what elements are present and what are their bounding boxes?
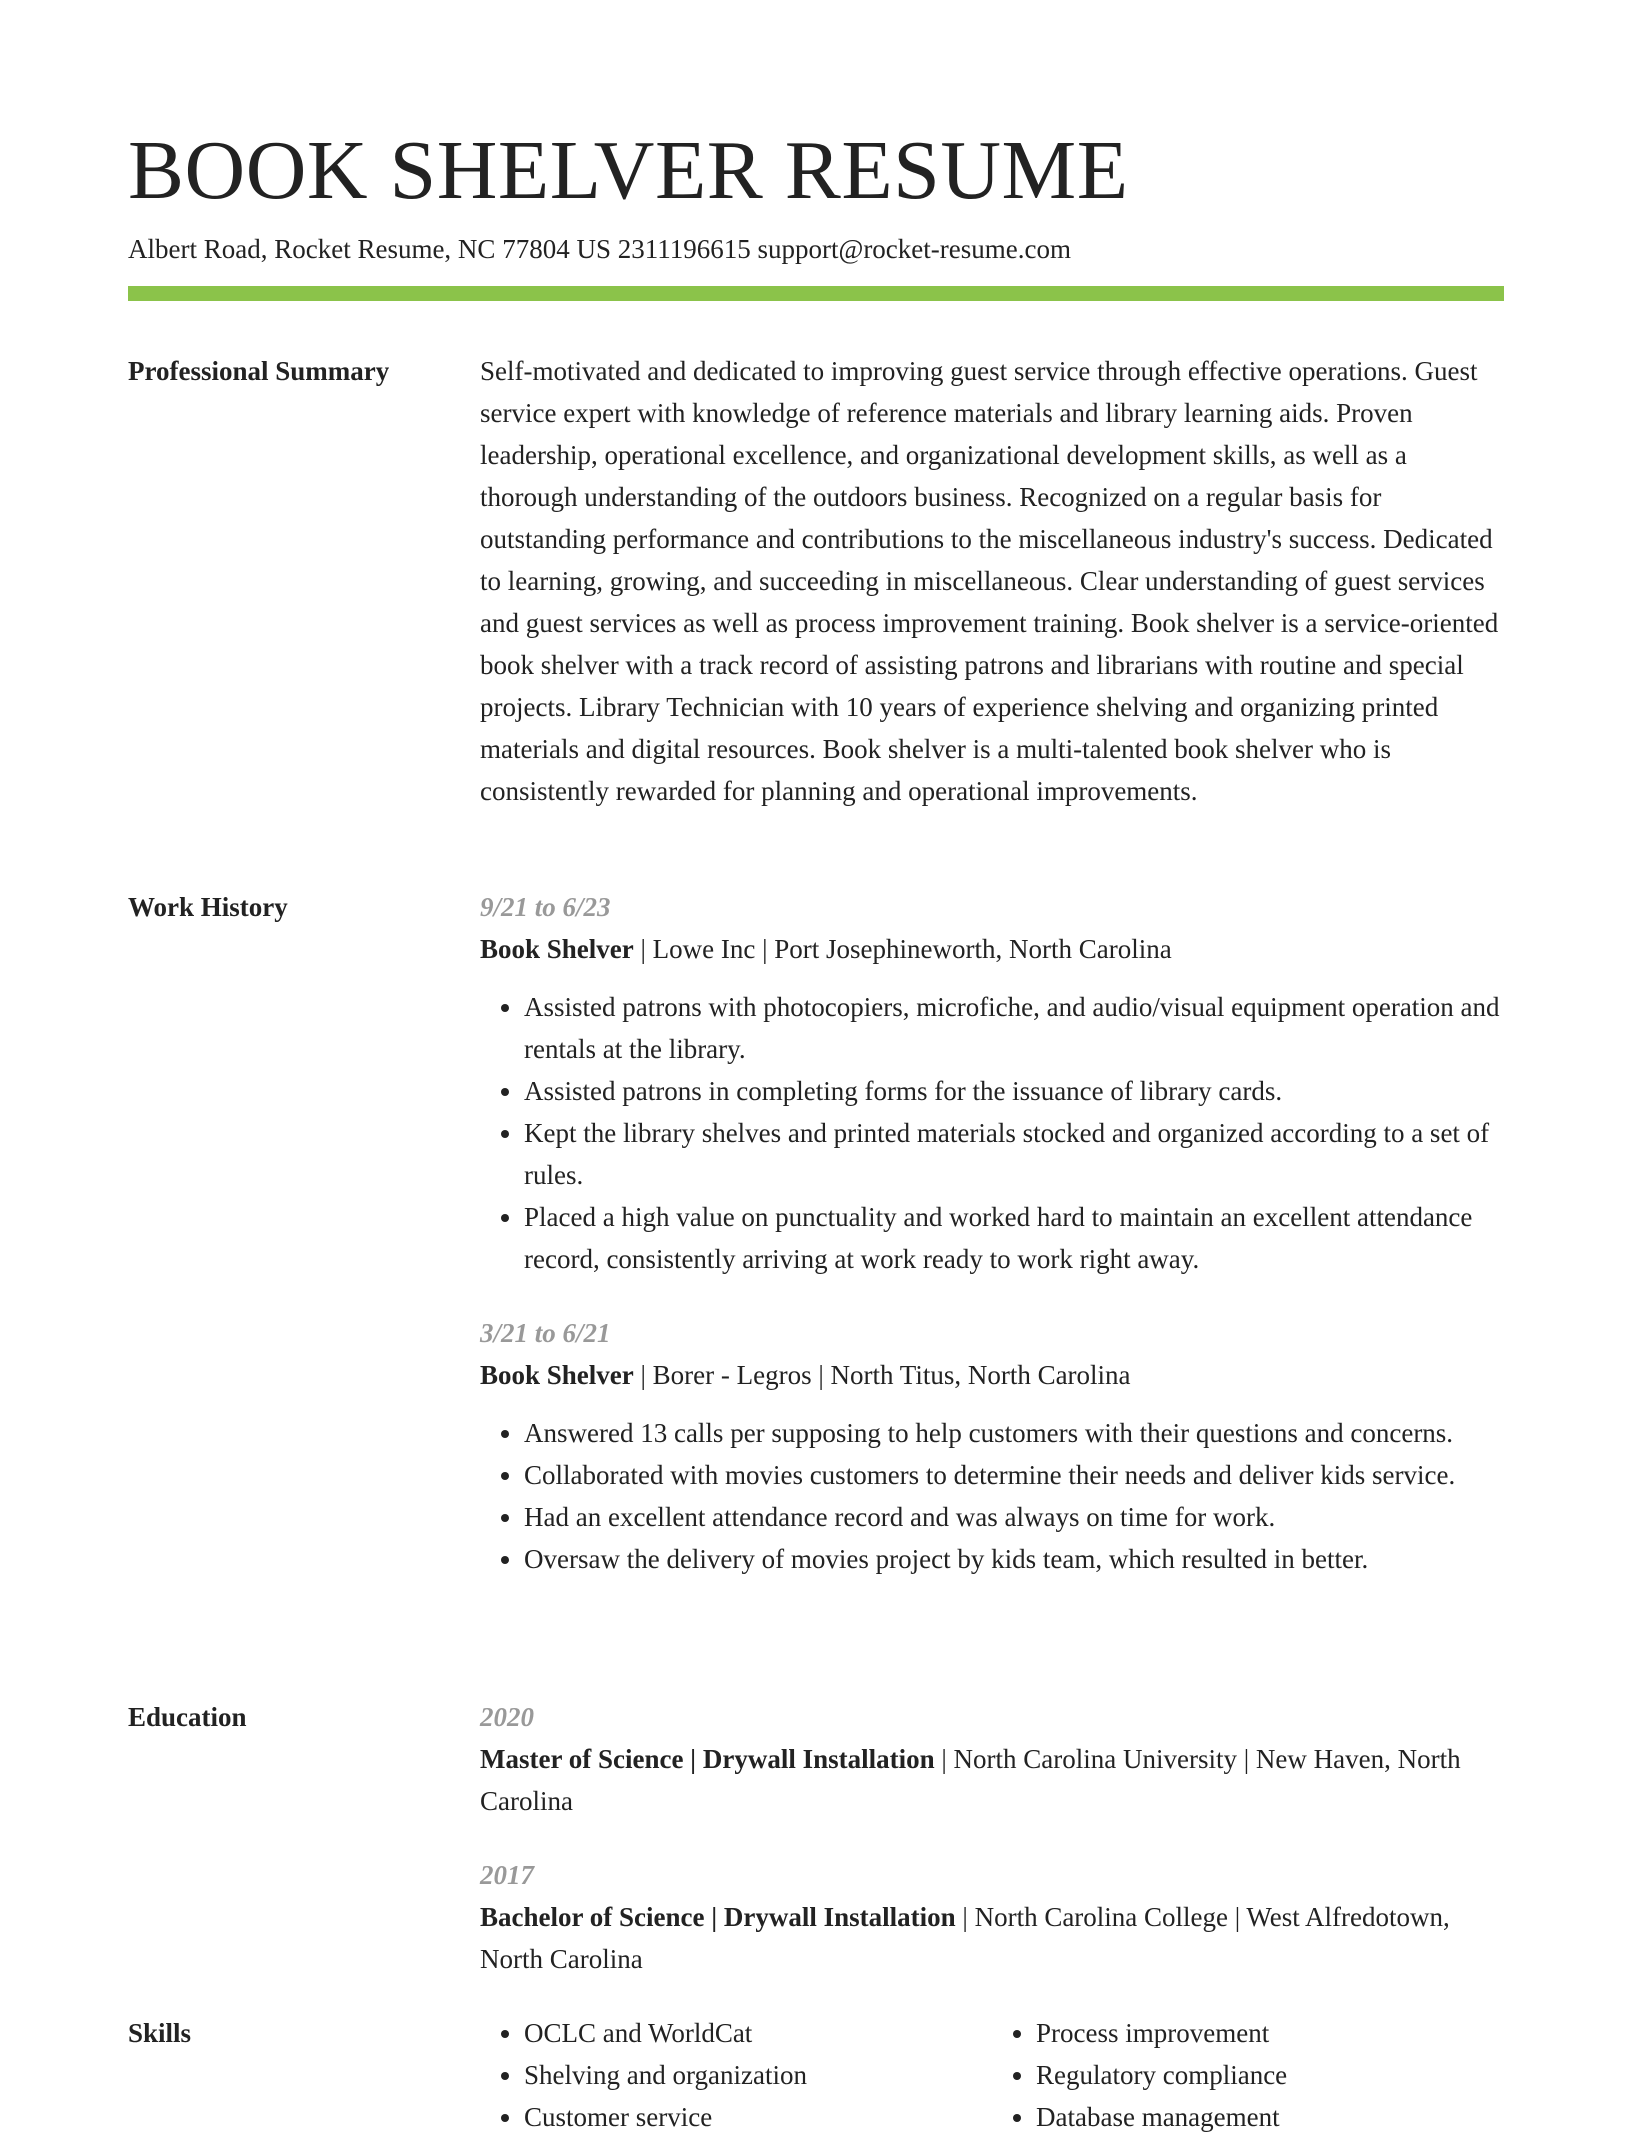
skill-item: • OCLC and WorldCat — [524, 2012, 992, 2054]
summary-body — [480, 350, 1504, 812]
resume-title: BOOK SHELVER RESUME — [128, 124, 1129, 217]
job-bullet: • Assisted patrons in completing forms for the issuance of library cards. — [524, 1070, 1504, 1112]
education-details: | North Carolina University | New Haven, North Carolina — [480, 1744, 1461, 1816]
education-details: | North Carolina College | West Alfredotown, North Carolina — [480, 1902, 1450, 1974]
education-year: 2020 — [480, 1702, 534, 1732]
job-bullet: • Collaborated with movies customers to determine their needs and deliver kids service. — [524, 1454, 1504, 1496]
contact-line: Albert Road, Rocket Resume, NC 77804 US 2311196615 support@rocket-resume.com — [128, 234, 1071, 264]
education-year: 2017 — [480, 1860, 534, 1890]
skills-column-1 — [480, 2012, 992, 2138]
job-heading — [480, 928, 1504, 970]
job-details: | Borer - Legros | North Titus, North Carolina — [633, 1360, 1131, 1390]
summary-text: Self-motivated and dedicated to improving guest service through effective operations. Guest service expert with knowledge of reference materials and library learning aids. Proven leadership, operational excellence, and organizational development skills, as well as a thorough understanding of the outdoors business. Recognized on a regular basis for outstanding performance and contributions to the miscellaneous industry's success. Dedicated to learning, growing, and succeeding in miscellaneous. Clear understanding of guest services and guest services as well as process improvement training. Book shelver is a service-oriented book shelver with a track record of assisting patrons and librarians with routine and special projects. Library Technician with 10 years of experience shelving and organizing printed materials and digital resources. Book shelver is a multi-talented book shelver who is consistently rewarded for planning and operational improvements. — [480, 356, 1499, 806]
job-details: | Lowe Inc | Port Josephineworth, North Carolina — [633, 934, 1172, 964]
summary-label: Professional Summary — [128, 356, 390, 386]
job-entry — [480, 1312, 1504, 1580]
education-label: Education — [128, 1702, 247, 1732]
job-bullet: • Had an excellent attendance record and was always on time for work. — [524, 1496, 1504, 1538]
job-bullets — [480, 986, 1504, 1280]
education-degree: Master of Science | Drywall Installation — [480, 1744, 935, 1774]
education-degree: Bachelor of Science | Drywall Installation — [480, 1902, 956, 1932]
skill-item: • Shelving and organization — [524, 2054, 992, 2096]
education-line — [480, 1738, 1504, 1822]
skills-label: Skills — [128, 2018, 192, 2048]
skills-body — [480, 2012, 1504, 2138]
job-bullets — [480, 1412, 1504, 1580]
job-title: Book Shelver — [480, 1360, 634, 1390]
skill-item: • Database management — [1036, 2096, 1504, 2138]
job-heading — [480, 1354, 1504, 1396]
job-bullet: • Answered 13 calls per supposing to help customers with their questions and concerns. — [524, 1412, 1504, 1454]
job-bullet: • Kept the library shelves and printed materials stocked and organized according to a set of rules. — [524, 1112, 1504, 1196]
education-entry — [480, 1854, 1504, 1980]
skill-item: • Process improvement — [1036, 2012, 1504, 2054]
skills-column-2 — [992, 2012, 1504, 2138]
job-bullet: • Assisted patrons with photocopiers, microfiche, and audio/visual equipment operation and rentals at the library. — [524, 986, 1504, 1070]
education-body — [480, 1696, 1504, 2012]
education-line — [480, 1896, 1504, 1980]
job-title: Book Shelver — [480, 934, 634, 964]
work-history-body — [480, 886, 1504, 1580]
skill-item: • Customer service — [524, 2096, 992, 2138]
header-divider — [128, 286, 1504, 301]
job-bullet: • Oversaw the delivery of movies project by kids team, which resulted in better. — [524, 1538, 1504, 1580]
job-dates: 9/21 to 6/23 — [480, 892, 611, 922]
job-bullet: • Placed a high value on punctuality and worked hard to maintain an excellent attendance record, consistently arriving at work ready to work right away. — [524, 1196, 1504, 1280]
job-entry — [480, 886, 1504, 1280]
skill-item: • Regulatory compliance — [1036, 2054, 1504, 2096]
work-history-label: Work History — [128, 892, 288, 922]
education-entry — [480, 1696, 1504, 1822]
job-dates: 3/21 to 6/21 — [480, 1318, 611, 1348]
